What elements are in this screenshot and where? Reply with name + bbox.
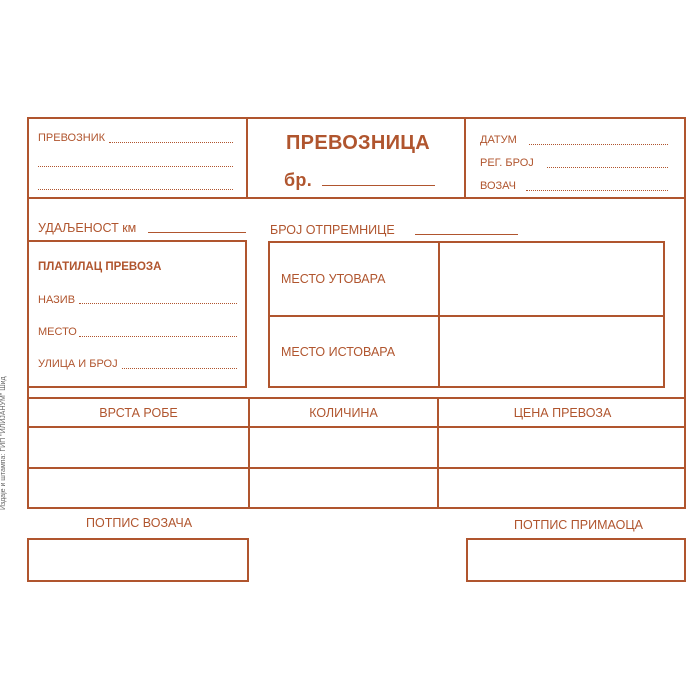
table-cell-goods-2[interactable] <box>29 469 248 507</box>
payer-title: ПЛАТИЛАЦ ПРЕВОЗА <box>38 261 162 273</box>
side-imprint-text: Издаје и штампа: ГИП "ИЛИЈАНУМ" Шид <box>0 376 7 510</box>
distance-label: УДАЉЕНОСТ км <box>38 221 137 235</box>
carrier-line-1[interactable] <box>109 142 233 143</box>
table-cell-quantity-1[interactable] <box>250 428 437 467</box>
table-top <box>27 397 686 399</box>
header-divider <box>27 197 686 199</box>
dispatch-label: БРОЈ ОТПРЕМНИЦЕ <box>270 223 395 237</box>
column-quantity: КОЛИЧИНА <box>309 406 378 420</box>
recipient-signature-box[interactable] <box>466 538 686 582</box>
header-sep-left <box>246 117 248 198</box>
driver-label: ВОЗАЧ <box>480 180 516 192</box>
carrier-line-2[interactable] <box>38 166 233 167</box>
table-cell-goods-1[interactable] <box>29 428 248 467</box>
column-goods: ВРСТА РОБЕ <box>99 406 178 420</box>
table-cell-price-2[interactable] <box>439 469 684 507</box>
document-title: ПРЕВОЗНИЦА <box>286 132 430 154</box>
dispatch-line[interactable] <box>415 234 518 235</box>
number-line[interactable] <box>322 185 435 186</box>
payer-place-label: МЕСТО <box>38 326 77 338</box>
header-sep-right <box>464 117 466 198</box>
payer-name-label: НАЗИВ <box>38 294 76 306</box>
driver-line[interactable] <box>526 190 668 191</box>
driver-signature-label: ПОТПИС ВОЗАЧА <box>86 516 193 530</box>
payer-name-line[interactable] <box>79 303 237 304</box>
carrier-label: ПРЕВОЗНИК <box>38 132 106 144</box>
loading-label: МЕСТО УТОВАРА <box>281 272 386 286</box>
table-cell-quantity-2[interactable] <box>250 469 437 507</box>
reg-number-line[interactable] <box>547 167 668 168</box>
date-label: ДАТУМ <box>480 134 517 146</box>
date-line[interactable] <box>529 144 668 145</box>
loading-field[interactable] <box>441 243 663 314</box>
recipient-signature-label: ПОТПИС ПРИМАОЦА <box>514 518 643 532</box>
reg-number-label: РЕГ. БРОЈ <box>480 157 534 169</box>
table-cell-price-1[interactable] <box>439 428 684 467</box>
column-price: ЦЕНА ПРЕВОЗА <box>513 406 612 420</box>
payer-place-line[interactable] <box>79 336 237 337</box>
distance-line[interactable] <box>148 232 246 233</box>
number-label: бр. <box>284 170 313 190</box>
driver-signature-box[interactable] <box>27 538 249 582</box>
unloading-label: МЕСТО ИСТОВАРА <box>281 345 396 359</box>
payer-street-line[interactable] <box>122 368 237 369</box>
payer-street-label: УЛИЦА И БРОЈ <box>38 358 118 370</box>
carrier-line-3[interactable] <box>38 189 233 190</box>
unloading-field[interactable] <box>441 317 663 386</box>
